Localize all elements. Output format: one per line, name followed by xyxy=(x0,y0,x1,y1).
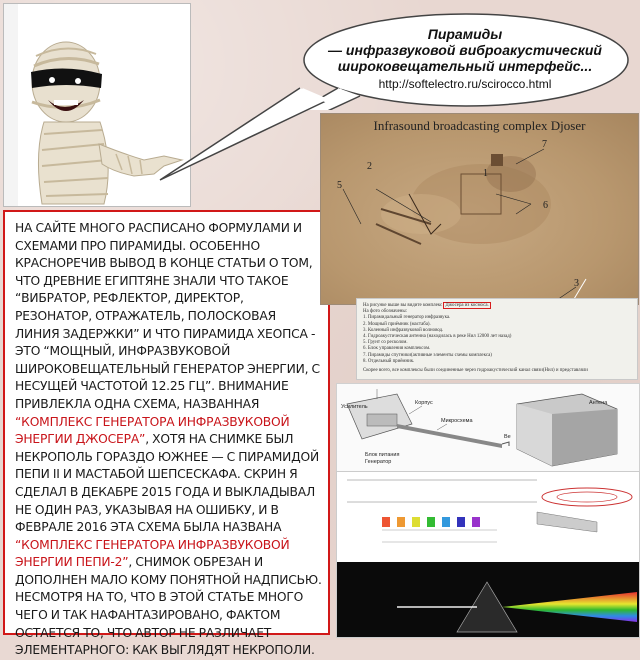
article-part-3: , СНИМОК ОБРЕЗАН И ДОПОЛНЕН МАЛО КОМУ ПОНЯТНОЙ НАДПИСЬЮ. НЕСМОТРЯ НА ТО, ЧТО В ЭТОЙ СТАТЬЕ МНОГО ЧЕГО И ТАК НАФАНТАЗИРОВАНО, ФАКТОМ ОСТАЕТСЯ ТО, ЧТО АВТОР НЕ РАЗЛИЧАЕТ ЭЛЕМЕНТАРНОГО: КАК ВЫГЛЯДЯТ НЕКРОПОЛИ. xyxy=(15,555,322,658)
article-highlight-djoser: “КОМПЛЕКС ГЕНЕРАТОРА ИНФРАЗВУКОВОЙ ЭНЕРГИИ ДЖОСЕРА” xyxy=(15,414,290,447)
bubble-title-line3: широковещательный интерфейс... xyxy=(337,58,593,74)
aerial-title: Infrasound broadcasting complex Djoser xyxy=(373,118,586,133)
caption-item: 1. Пирамидальный генератор инфразвука. xyxy=(363,315,451,321)
caption-item: 7. Пирамиды спутники(активные элементы схемы комплекса) xyxy=(363,352,492,358)
diagram-label-power: Блок питания xyxy=(365,452,400,458)
aerial-label-3: 3 xyxy=(574,278,579,289)
caption-box xyxy=(356,298,638,380)
caption-item: 4. Гидроакустическая антенна (находилась в реке Нил 12000 лет назад) xyxy=(363,334,512,340)
caption-highlight: Джосера из космоса. xyxy=(445,303,489,308)
aerial-label-7: 7 xyxy=(542,139,547,150)
bubble-title-line2: — инфразвуковой виброакустический xyxy=(328,42,602,58)
caption-item: 5. Грунт со ресколом. xyxy=(363,340,408,346)
caption-line-2: На фото обозначены: xyxy=(363,309,408,315)
diagram-label-microsystem: Микросхема xyxy=(441,418,473,424)
caption-item: 8. Отдельный приёмник. xyxy=(363,358,415,364)
aerial-photo xyxy=(320,113,639,305)
caption-intro: На рисунке выше вы видите комплекс xyxy=(363,303,443,308)
spectrum-drawing xyxy=(337,472,639,637)
aerial-label-1: 1 xyxy=(483,168,488,179)
bubble-title-line1: Пирамиды xyxy=(427,26,503,42)
diagram-label-antenna: Антена xyxy=(589,400,608,406)
caption-footer: Скорее всего, все комплексы были соединенные через гидроакустический канал связи(Нил) и представляли xyxy=(363,368,588,374)
diagram-label-wave: Ве xyxy=(504,434,511,440)
spectrum-figure xyxy=(336,471,640,638)
caption-item: 2. Мощный приёмник (мастаба). xyxy=(363,321,431,327)
source-url: http://softelectro.ru/scirocco.html xyxy=(378,77,552,91)
article-text xyxy=(15,220,322,660)
article-part-1: НА САЙТЕ МНОГО РАСПИСАНО ФОРМУЛАМИ И СХЕМАМИ ПРО ПИРАМИДЫ. ОСОБЕННО КРАСНОРЕЧИВ ВЫВОД В КОНЦЕ СТАТЬИ О ТОМ, ЧТО ДРЕВНИЕ ЕГИПТЯНЕ ЗНАЛИ ЧТО ТАКОЕ “ВИБРАТОР, РЕФЛЕКТОР, ДИРЕКТОР, РЕЗОНАТОР, ОТРАЖАТЕЛЬ, ПОЛОСКОВАЯ ЛИНИЯ ЗАДЕРЖКИ” И ЧТО ПИРАМИДА ХЕОПСА - ЭТО “МОЩНЫЙ, ИНФРАЗВУКОВОЙ ШИРОКОВЕЩАТЕЛЬНЫЙ ГЕНЕРАТОР ЭНЕРГИИ, С НЕСУЩЕЙ ЧАСТОТОЙ 12.25 ГЦ”. ВНИМАНИЕ ПРИВЛЕКЛА ОДНА СХЕМА, НАЗВАННАЯ xyxy=(15,221,320,411)
generator-diagram xyxy=(336,383,640,475)
caption-item: 6. Блок управления комплексом. xyxy=(363,346,431,352)
article-panel xyxy=(3,210,330,658)
diagram-label-body: Корпус xyxy=(415,400,433,406)
article-highlight-pepi: “КОМПЛЕКС ГЕНЕРАТОРА ИНФРАЗВУКОВОЙ ЭНЕРГИИ ПЕПИ-2” xyxy=(15,537,290,570)
generator-diagram-drawing xyxy=(337,384,639,474)
diagram-label-amplifier: Усилитель xyxy=(341,404,368,410)
aerial-label-2: 2 xyxy=(367,161,372,172)
aerial-label-6: 6 xyxy=(543,200,548,211)
aerial-photo-markings xyxy=(321,114,638,304)
diagram-label-generator: Генератор xyxy=(365,459,392,465)
aerial-label-5: 5 xyxy=(337,180,342,191)
speech-bubble-text xyxy=(300,26,630,91)
article-part-2: , ХОТЯ НА СНИМКЕ БЫЛ НЕКРОПОЛЬ ГОРАЗДО ЮЖНЕЕ — С ПИРАМИДОЙ ПЕПИ II И МАСТАБОЙ ШЕПСЕСКАФА. СКРИН Я СДЕЛАЛ В ДЕКАБРЕ 2015 ГОДА И ВЫКЛАДЫВАЛ НЕ ОДИН РАЗ, УКАЗЫВАЯ НА ОШИБКУ, И В ФЕВРАЛЕ 2016 ЭТА СХЕМА БЫЛА НАЗВАНА xyxy=(15,432,320,535)
caption-item: 3. Коленный инфразвуковой волновод. xyxy=(363,327,444,333)
